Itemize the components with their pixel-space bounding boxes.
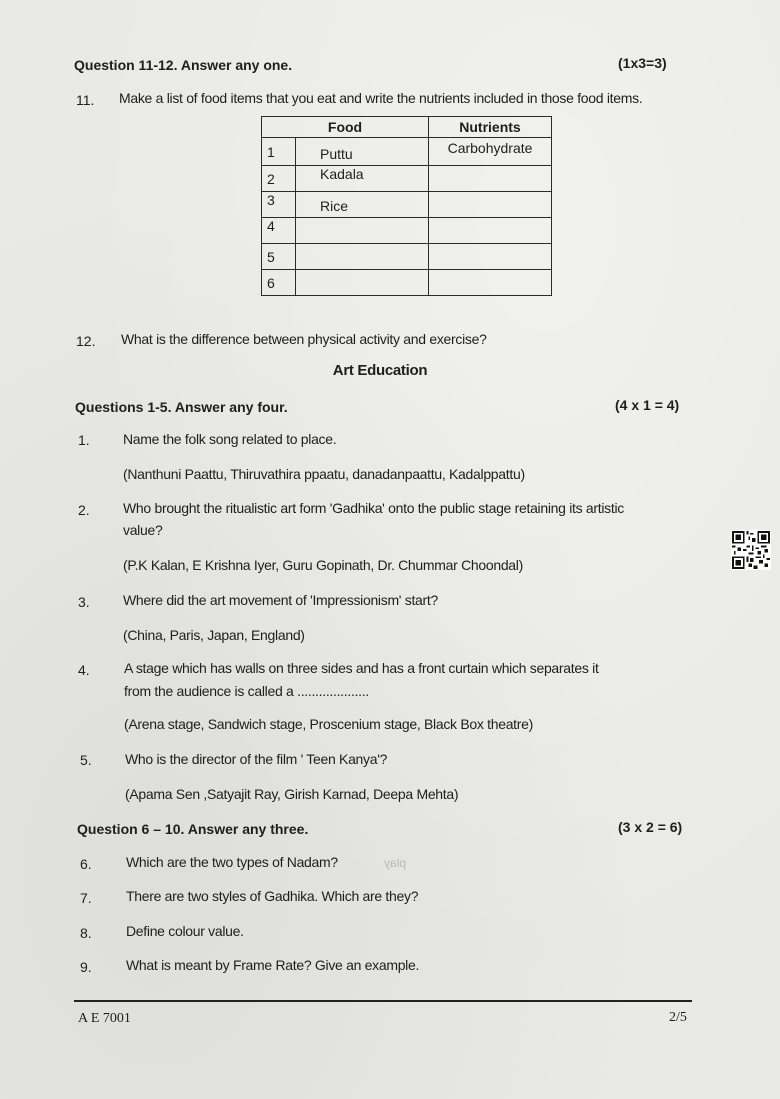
- row-number: 5: [262, 244, 296, 270]
- question-options: (Arena stage, Sandwich stage, Proscenium stage, Black Box theatre): [124, 716, 533, 732]
- question-number: 7.: [80, 890, 92, 906]
- question-number: 11.: [76, 92, 95, 108]
- question-text-continued: from the audience is called a ....................: [124, 683, 369, 699]
- question-options: (China, Paris, Japan, England): [123, 627, 305, 643]
- food-cell: Rice: [296, 192, 429, 218]
- question-text: Who is the director of the film ' Teen Kanya'?: [125, 751, 388, 767]
- group1-marks: (4 x 1 = 4): [615, 397, 680, 413]
- row-number: 2: [262, 166, 296, 192]
- question-text: Name the folk song related to place.: [123, 431, 337, 447]
- question-text: Which are the two types of Nadam?: [126, 854, 338, 870]
- question-text: A stage which has walls on three sides and has a front curtain which separates it: [124, 660, 599, 676]
- question-number: 9.: [80, 959, 92, 975]
- question-number: 12.: [76, 333, 96, 349]
- group1-header: Questions 1-5. Answer any four.: [75, 399, 288, 415]
- question-number: 6.: [80, 856, 92, 872]
- nutrient-cell: [429, 244, 552, 270]
- footer-paper-code: A E 7001: [78, 1011, 131, 1026]
- table-header-food: Food: [262, 117, 429, 138]
- question-text: Where did the art movement of 'Impressionism' start?: [123, 592, 438, 608]
- group2-marks: (3 x 2 = 6): [618, 819, 683, 835]
- question-number: 4.: [78, 662, 90, 678]
- question-options: (P.K Kalan, E Krishna Iyer, Guru Gopinath, Dr. Chummar Choondal): [123, 557, 523, 573]
- table-row: [262, 270, 552, 296]
- nutrient-cell: [429, 218, 552, 244]
- question-number: 3.: [78, 594, 90, 610]
- section-title-art-education: Art Education: [332, 362, 428, 379]
- question-number: 5.: [80, 752, 92, 768]
- question-options: (Apama Sen ,Satyajit Ray, Girish Karnad, Deepa Mehta): [125, 786, 459, 802]
- question-text: Who brought the ritualistic art form 'Gadhika' onto the public stage retaining its artistic: [123, 500, 624, 516]
- table-row: [262, 192, 552, 218]
- nutrient-cell: Carbohydrate: [429, 138, 552, 166]
- bleed-through-text: play: [384, 856, 407, 870]
- table-row: [262, 244, 552, 270]
- question-text-continued: value?: [123, 522, 163, 538]
- food-cell: [296, 218, 429, 244]
- question-text: There are two styles of Gadhika. Which are they?: [126, 888, 419, 904]
- footer-divider: [74, 1000, 692, 1002]
- table-row: [262, 166, 552, 192]
- section-marks-11-12: (1x3=3): [618, 55, 667, 71]
- group2-header: Question 6 – 10. Answer any three.: [77, 821, 309, 837]
- nutrient-cell: [429, 166, 552, 192]
- table-header-nutrients: Nutrients: [429, 117, 552, 138]
- food-cell: Kadala: [296, 166, 429, 192]
- row-number: 4: [262, 218, 296, 244]
- question-number: 1.: [78, 432, 90, 448]
- table-header-row: [262, 117, 552, 138]
- nutrient-cell: [429, 270, 552, 296]
- row-number: 3: [262, 192, 296, 218]
- question-12-text: What is the difference between physical activity and exercise?: [121, 331, 487, 347]
- row-number: 1: [262, 138, 296, 166]
- qr-code-icon: [731, 530, 771, 570]
- food-cell: [296, 244, 429, 270]
- question-text: What is meant by Frame Rate? Give an example.: [126, 957, 420, 973]
- food-nutrients-table: [261, 116, 552, 296]
- question-number: 2.: [78, 502, 90, 518]
- question-11-text: Make a list of food items that you eat and write the nutrients included in those food items.: [119, 90, 643, 106]
- section-header-11-12: Question 11-12. Answer any one.: [74, 57, 293, 73]
- question-text: Define colour value.: [126, 923, 244, 939]
- table-row: [262, 138, 552, 166]
- footer-page-number: 2/5: [669, 1010, 687, 1025]
- row-number: 6: [262, 270, 296, 296]
- question-number: 8.: [80, 925, 92, 941]
- food-cell: [296, 270, 429, 296]
- nutrient-cell: [429, 192, 552, 218]
- table-row: [262, 218, 552, 244]
- question-options: (Nanthuni Paattu, Thiruvathira ppaatu, danadanpaattu, Kadalppattu): [123, 466, 525, 482]
- food-cell: Puttu: [296, 138, 429, 166]
